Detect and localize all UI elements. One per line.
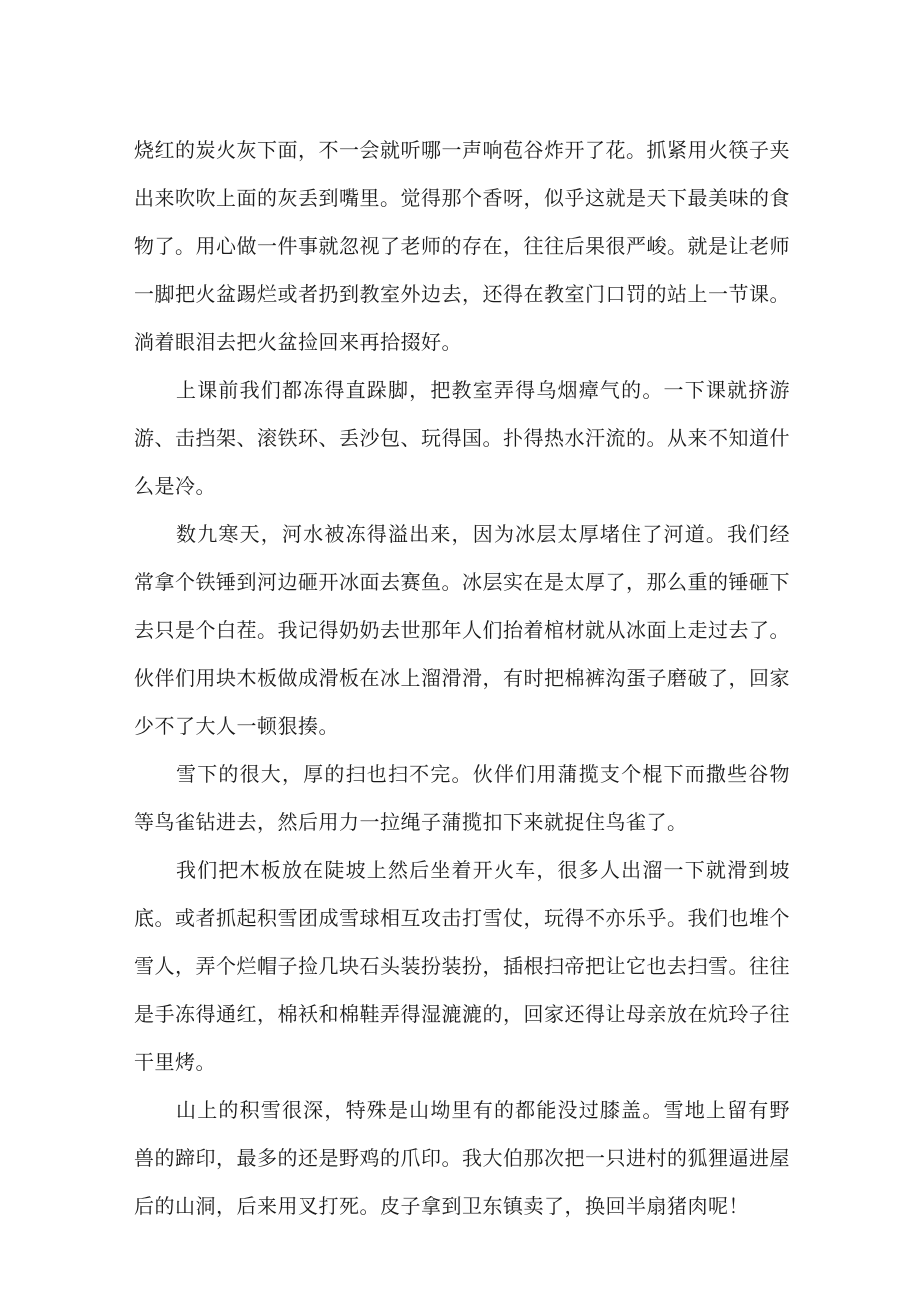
paragraph-1: 烧红的炭火灰下面，不一会就听哪一声响苞谷炸开了花。抓紧用火筷子夹出来吹吹上面的灰丢到嘴里。觉得那个香呀，似乎这就是天下最美味的食物了。用心做一件事就忽视了老师的存在，往往后果很严峻。就是让老师一脚把火盆踢烂或者扔到教室外边去，还得在教室门口罚的站上一节课。淌着眼泪去把火盆捡回来再拾掇好。	[134, 138, 790, 354]
document-body	[134, 126, 790, 1230]
paragraph-4: 雪下的很大，厚的扫也扫不完。伙伴们用蒲揽支个棍下而撒些谷物等鸟雀钻进去，然后用力一拉绳子蒲揽扣下来就捉住鸟雀了。	[134, 762, 790, 834]
paragraph-5: 我们把木板放在陡坡上然后坐着开火车，很多人出溜一下就滑到坡底。或者抓起积雪团成雪球相互攻击打雪仗，玩得不亦乐乎。我们也堆个雪人，弄个烂帽子捡几块石头装扮装扮，插根扫帝把让它也去扫雪。往往是手冻得通红，棉袄和棉鞋弄得湿漉漉的，回家还得让母亲放在炕玲子往干里烤。	[134, 858, 790, 1074]
paragraph-6: 山上的积雪很深，特殊是山坳里有的都能没过膝盖。雪地上留有野兽的蹄印，最多的还是野鸡的爪印。我大伯那次把一只进村的狐狸逼进屋后的山洞，后来用叉打死。皮子拿到卫东镇卖了，换回半扇猪肉呢！	[134, 1098, 790, 1218]
paragraph-2: 上课前我们都冻得直跺脚，把教室弄得乌烟瘴气的。一下课就挤游游、击挡架、滚铁环、丢沙包、玩得国。扑得热水汗流的。从来不知道什么是冷。	[134, 378, 790, 498]
paragraph-3: 数九寒天，河水被冻得溢出来，因为冰层太厚堵住了河道。我们经常拿个铁锤到河边砸开冰面去赛鱼。冰层实在是太厚了，那么重的锤砸下去只是个白茬。我记得奶奶去世那年人们抬着棺材就从冰面上走过去了。伙伴们用块木板做成滑板在冰上溜滑滑，有时把棉裤沟蛋子磨破了，回家少不了大人一顿狠揍。	[134, 522, 790, 738]
